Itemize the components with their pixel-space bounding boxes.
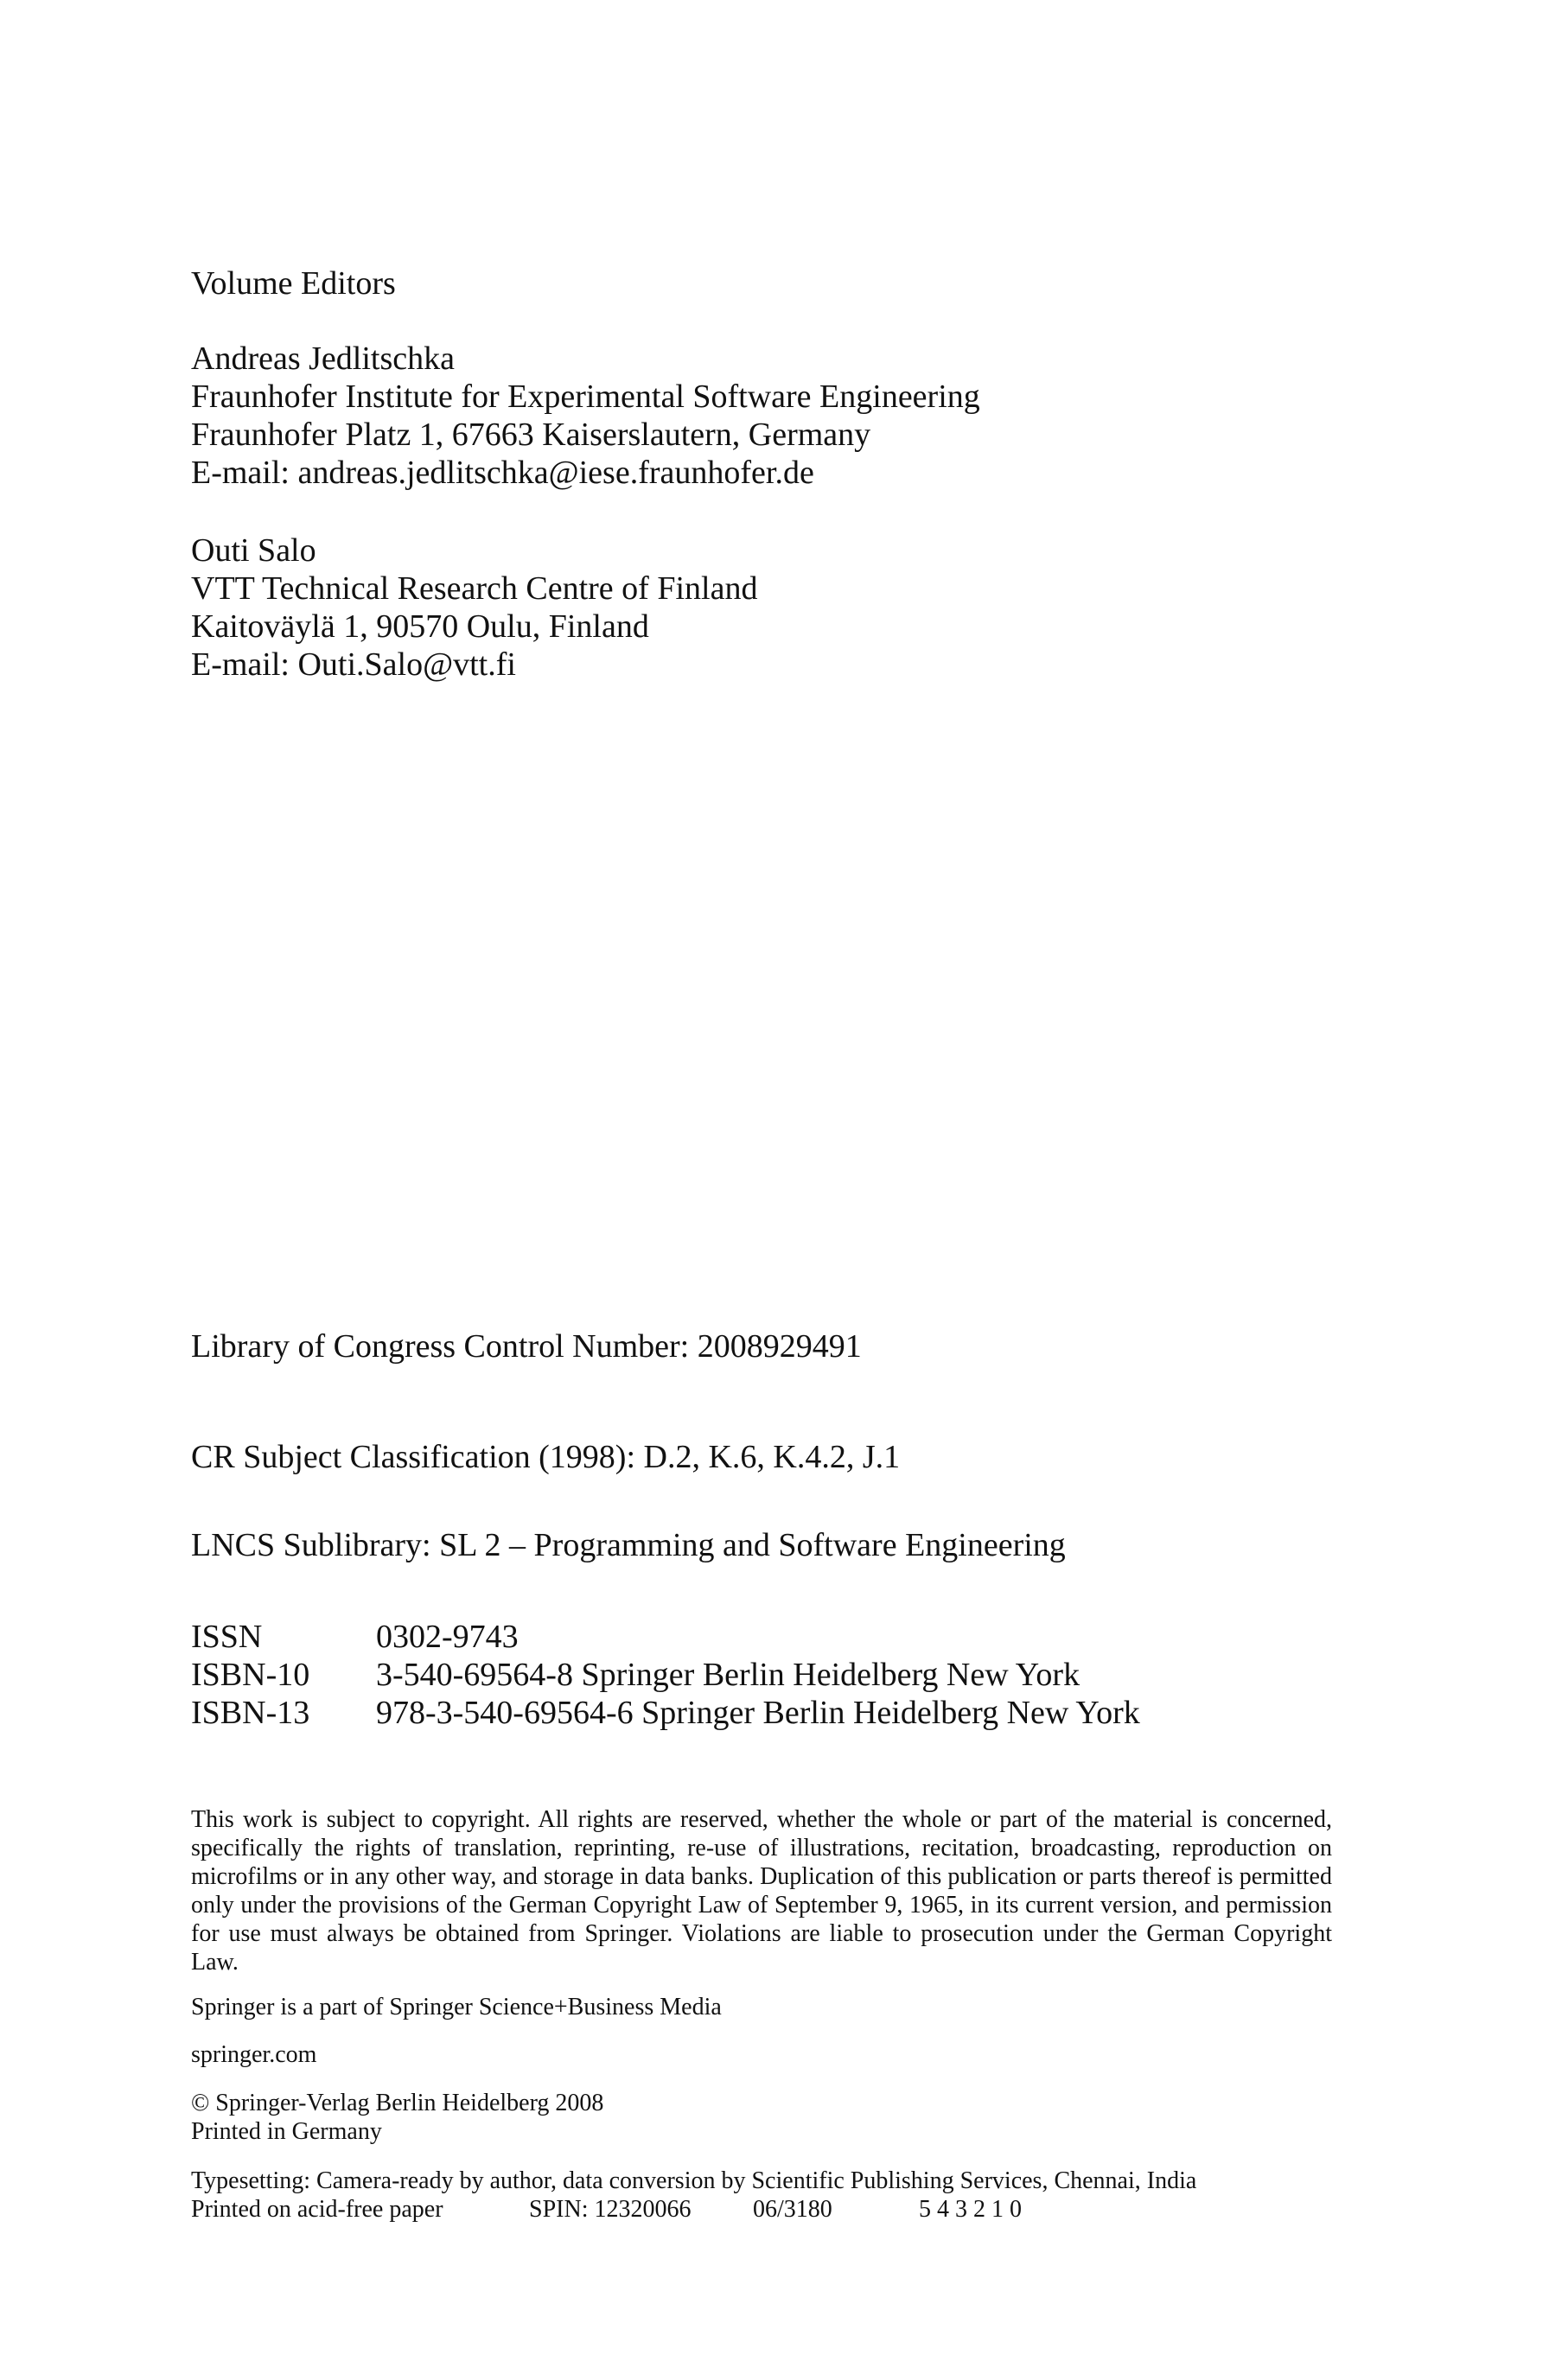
identifier-value: 978-3-540-69564-6 Springer Berlin Heidelberg New York: [376, 1695, 1140, 1731]
editor-name: Andreas Jedlitschka: [191, 340, 455, 377]
copyright-line: © Springer-Verlag Berlin Heidelberg 2008: [191, 2090, 604, 2116]
identifier-row: [191, 1618, 519, 1656]
copyright-notice: This work is subject to copyright. All rights are reserved, whether the whole or part of the material is concerned, specifically the rights of translation, reprinting, re-use of illustrations, recitation, broadcasting, reproduction on microfilms or in any other way, and storage in data banks. Duplication of this publication or parts thereof is permitted only under the provisions of the German Copyright Law of September 9, 1965, in its current version, and permission for use must always be obtained from Springer. Violations are liable to prosecution under the German Copyright Law.: [191, 1806, 1332, 1976]
typesetting-credit: Typesetting: Camera-ready by author, data conversion by Scientific Publishing Services, Chennai, India: [191, 2167, 1197, 2194]
editor-email: E-mail: andreas.jedlitschka@iese.fraunhofer.de: [191, 455, 814, 491]
website: springer.com: [191, 2041, 317, 2068]
identifier-label: ISBN-13: [191, 1695, 310, 1731]
identifier-label: ISSN: [191, 1619, 263, 1655]
printed-in: Printed in Germany: [191, 2118, 382, 2145]
identifier-row: [191, 1656, 1080, 1694]
identifier-value: 3-540-69564-8 Springer Berlin Heidelberg New York: [376, 1657, 1080, 1693]
editor-institution: Fraunhofer Institute for Experimental Software Engineering: [191, 379, 980, 415]
cr-subject-classification: CR Subject Classification (1998): D.2, K.6, K.4.2, J.1: [191, 1439, 901, 1475]
identifier-value: 0302-9743: [376, 1619, 519, 1655]
lncs-sublibrary: LNCS Sublibrary: SL 2 – Programming and Software Engineering: [191, 1527, 1066, 1563]
identifier-row: [191, 1694, 1140, 1732]
springer-part-of: Springer is a part of Springer Science+Business Media: [191, 1994, 722, 2020]
volume-editors-heading: Volume Editors: [191, 265, 396, 302]
identifier-label: ISBN-10: [191, 1657, 310, 1693]
paper-note: Printed on acid-free paper: [191, 2196, 443, 2223]
editor-email: E-mail: Outi.Salo@vtt.fi: [191, 646, 516, 683]
spin-number: SPIN: 12320066: [529, 2196, 692, 2223]
editor-address: Fraunhofer Platz 1, 67663 Kaiserslautern, Germany: [191, 417, 871, 453]
editor-name: Outi Salo: [191, 532, 316, 569]
production-code: 06/3180: [753, 2196, 832, 2223]
editor-address: Kaitoväylä 1, 90570 Oulu, Finland: [191, 608, 649, 645]
editor-institution: VTT Technical Research Centre of Finland: [191, 570, 758, 607]
loc-control-number: Library of Congress Control Number: 2008929491: [191, 1328, 862, 1365]
printing-line: 5 4 3 2 1 0: [919, 2196, 1022, 2223]
